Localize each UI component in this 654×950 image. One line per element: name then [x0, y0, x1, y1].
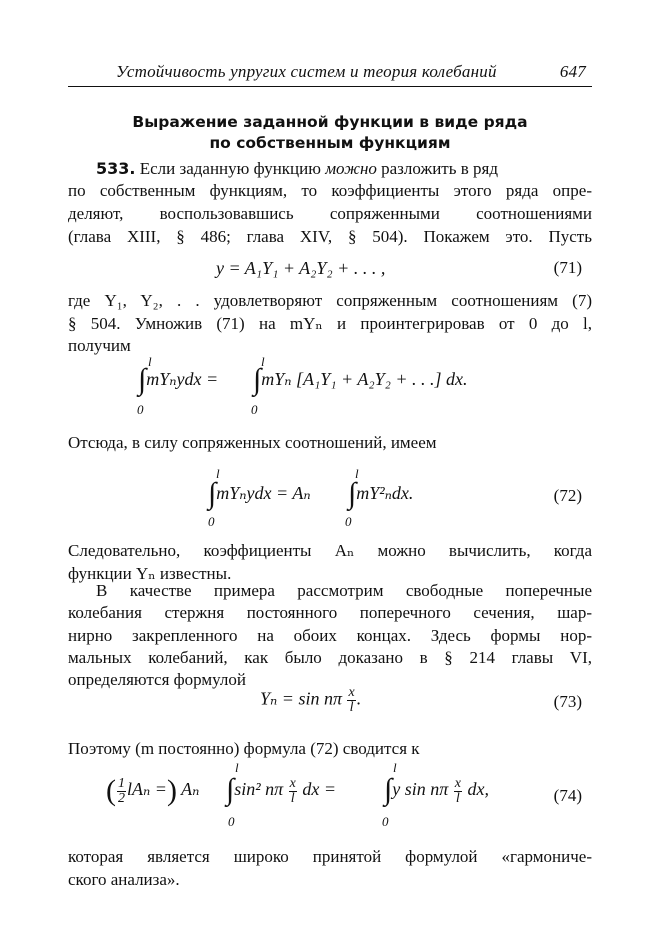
- equation-73-number: (73): [553, 692, 582, 711]
- equation-72-lhs: mYₙydx = Aₙ: [216, 483, 311, 504]
- para6-line-1: Поэтому (m постоянно) формула (72) сводится к: [68, 739, 420, 758]
- para3-line-1: Отсюда, в силу сопряженных соотношений, имеем: [68, 433, 437, 452]
- equation-unnumbered-lhs: mYₙydx =: [146, 369, 219, 390]
- para1-line-1: [68, 158, 592, 180]
- para1-text-a: Если заданную функцию: [139, 159, 321, 178]
- para5-line-3: нирно закрепленного на обоих концах. Здесь формы нор-: [68, 626, 592, 645]
- integral-6-lower: 0: [382, 814, 389, 829]
- equation-74: ( $\frac{1}{2}$ lAₙ =) Aₙ l 0 ∫sin² nπ $\frac{x}{l}$ dx = l 0 ∫y sin nπ $\frac{x}{l}$ dx, (74): [106, 760, 582, 829]
- section-title-line-2: по собственным функциям: [209, 134, 451, 152]
- equation-74-an: Aₙ: [181, 779, 200, 800]
- integral-5-upper: l: [235, 760, 239, 775]
- integral-3-lower: 0: [208, 514, 215, 529]
- equation-unnumbered: l 0 ∫mYₙydx = l 0 ∫mYₙ [A₁Y₁ + A₂Y₂ + . . .] dx.: [137, 354, 468, 417]
- integral-2-upper: l: [261, 354, 265, 369]
- equation-72-rhs: mY²ₙdx.: [356, 483, 414, 504]
- page-number: 647: [559, 62, 586, 81]
- para1-text-b: разложить в ряд: [381, 159, 498, 178]
- equation-unnumbered-rhs: mYₙ [A₁Y₁ + A₂Y₂ + . . .] dx.: [261, 369, 468, 390]
- para2-line-3: получим: [68, 336, 131, 355]
- equation-71-number: (71): [553, 258, 582, 277]
- para1-emphasis: можно: [325, 159, 377, 178]
- integral-1-lower: 0: [137, 402, 144, 417]
- equation-71-body: y = A₁Y₁ + A₂Y₂ + . . . ,: [216, 258, 386, 278]
- integral-5-lower: 0: [228, 814, 235, 829]
- equation-73: Yₙ = sin nπ $\frac{x}{l}$ . (73): [260, 685, 582, 715]
- fraction-x-over-l: $\frac{x}{l}$: [348, 685, 355, 715]
- integral-6-upper: l: [393, 760, 397, 775]
- equation-72-number: (72): [553, 486, 582, 505]
- equation-74-rhs: y sin nπ: [392, 779, 449, 800]
- para7-line-2: ского анализа».: [68, 870, 180, 889]
- para7-line-1: которая является широко принятой формулой «гармониче-: [68, 847, 592, 866]
- integral-4-lower: 0: [345, 514, 352, 529]
- para4-line-2: функции Yₙ известны.: [68, 564, 232, 583]
- para4-line-1: Следовательно, коэффициенты Aₙ можно вычислить, когда: [68, 541, 592, 560]
- integral-3-upper: l: [216, 466, 220, 481]
- para2-line-2: § 504. Умножив (71) на mYₙ и проинтегрировав от 0 до l,: [68, 314, 592, 333]
- para1-line-3: деляют, воспользовавшись сопряженными соотношениями: [68, 204, 592, 223]
- equation-72: l 0 ∫mYₙydx = Aₙ l 0 ∫mY²ₙdx. (72): [208, 466, 582, 529]
- equation-74-sin-squared: sin² nπ: [234, 779, 284, 800]
- equation-73-lhs: Yₙ = sin nπ: [260, 688, 342, 709]
- section-title: [68, 112, 592, 154]
- para1-line-4: (глава XIII, § 486; глава XIV, § 504). Покажем это. Пусть: [68, 227, 592, 246]
- para5-line-4: мальных колебаний, как было доказано в § 214 главы VI,: [68, 648, 592, 667]
- paragraph-number: 533.: [96, 159, 136, 178]
- equation-74-lhs: lAₙ =: [127, 779, 167, 800]
- para5-line-2: колебания стержня постоянного поперечного сечения, шар-: [68, 603, 592, 622]
- integral-1-upper: l: [148, 354, 152, 369]
- para2-line-1: где Y₁, Y₂, . . удовлетворяют сопряженным соотношениям (7): [68, 291, 592, 310]
- header-rule: [68, 86, 592, 87]
- running-head-title: Устойчивость упругих систем и теория колебаний: [116, 62, 497, 81]
- para5-line-5: определяются формулой: [68, 670, 246, 689]
- integral-2-lower: 0: [251, 402, 258, 417]
- equation-74-number: (74): [553, 786, 582, 805]
- integral-4-upper: l: [355, 466, 359, 481]
- para1-line-2: по собственным функциям, то коэффициенты этого ряда опре-: [68, 181, 592, 200]
- fraction-one-half: $\frac{1}{2}$: [118, 775, 125, 806]
- section-title-line-1: Выражение заданной функции в виде ряда: [132, 113, 528, 131]
- para5-line-1: В качестве примера рассмотрим свободные поперечные: [96, 581, 592, 600]
